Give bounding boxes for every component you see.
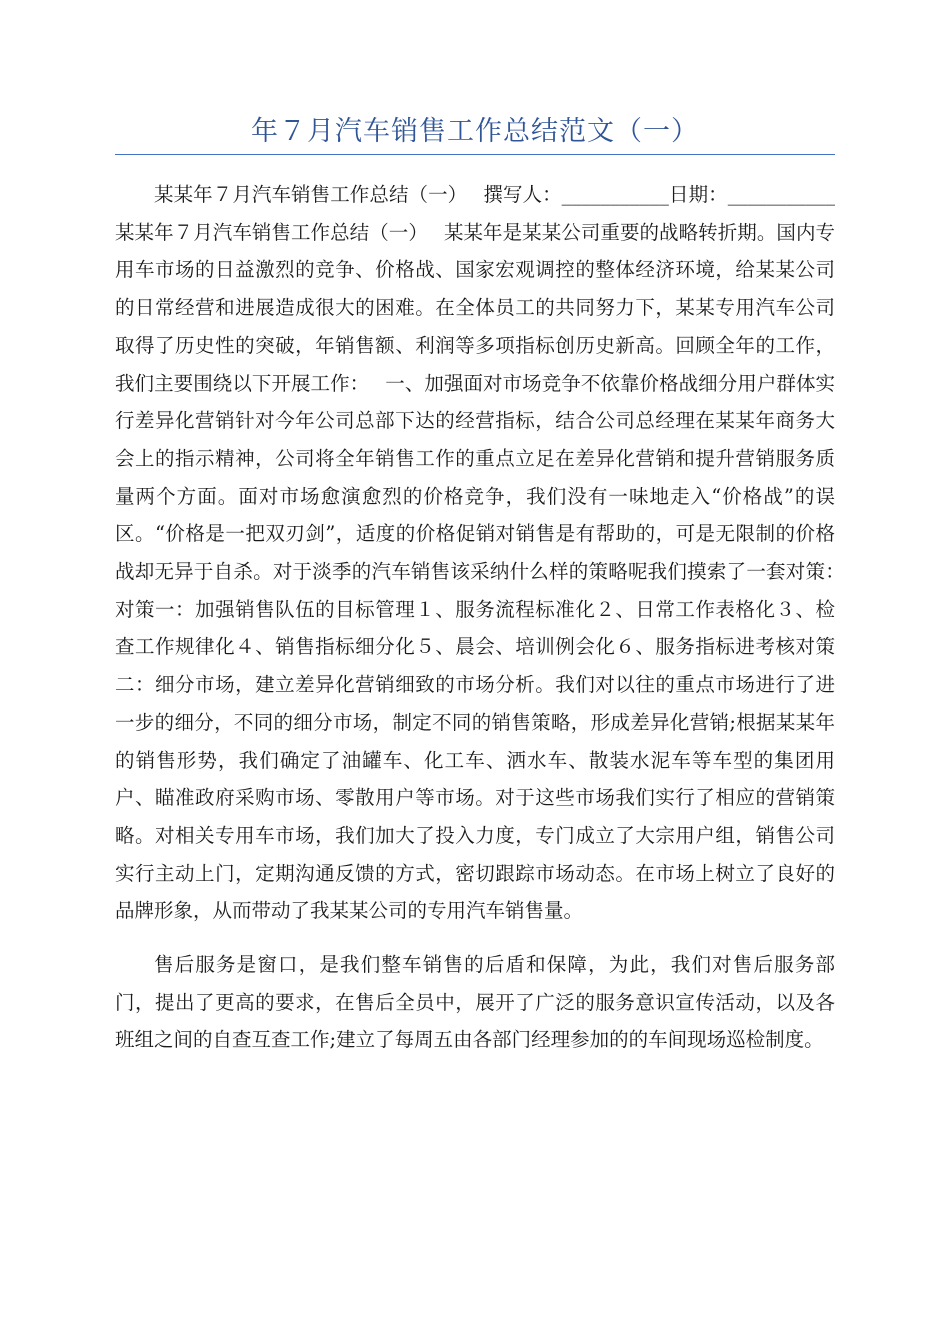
body-paragraph-2: 售后服务是窗口，是我们整车销售的后盾和保障，为此，我们对售后服务部门，提出了更高的要求，在售后全员中，展开了广泛的服务意识宣传活动，以及各班组之间的自查互查工作;建立了每周五由各部门经理参加的的车间现场巡检制度。 [115, 953, 835, 1052]
title-underline [115, 154, 835, 155]
document-title: 年７月汽车销售工作总结范文（一） [251, 116, 699, 147]
document-body [115, 176, 861, 1059]
body-paragraph-1: 某某年７月汽车销售工作总结（一） 撰写人：___________日期：___________某某年７月汽车销售工作总结（一） 某某年是某某公司重要的战略转折期。国内专用车市场的日益激烈的竞争、价格战、国家宏观调控的整体经济环境，给某某公司的日常经营和进展造成很大的困难。在全体员工的共同努力下，某某专用汽车公司取得了历史性的突破，年销售额、利润等多项指标创历史新高。回顾全年的工作，我们主要围绕以下开展工作： 一、加强面对市场竞争不依靠价格战细分用户群体实行差异化营销针对今年公司总部下达的经营指标，结合公司总经理在某某年商务大会上的指示精神，公司将全年销售工作的重点立足在差异化营销和提升营销服务质量两个方面。面对市场愈演愈烈的价格竞争，我们没有一味地走入“价格战”的误区。“价格是一把双刃剑”，适度的价格促销对销售是有帮助的，可是无限制的价格战却无异于自杀。对于淡季的汽车销售该采纳什么样的策略呢我们摸索了一套对策： 对策一：加强销售队伍的目标管理１、服务流程标准化２、日常工作表格化３、检查工作规律化４、销售指标细分化５、晨会、培训例会化６、服务指标进考核对策二：细分市场，建立差异化营销细致的市场分析。我们对以往的重点市场进行了进一步的细分，不同的细分市场，制定不同的销售策略，形成差异化营销;根据某某年的销售形势，我们确定了油罐车、化工车、洒水车、散装水泥车等车型的集团用户、瞄准政府采购市场、零散用户等市场。对于这些市场我们实行了相应的营销策略。对相关专用车市场，我们加大了投入力度，专门成立了大宗用户组，销售公司实行主动上门，定期沟通反馈的方式，密切跟踪市场动态。在市场上树立了良好的品牌形象，从而带动了我某某公司的专用汽车销售量。 [115, 183, 861, 923]
